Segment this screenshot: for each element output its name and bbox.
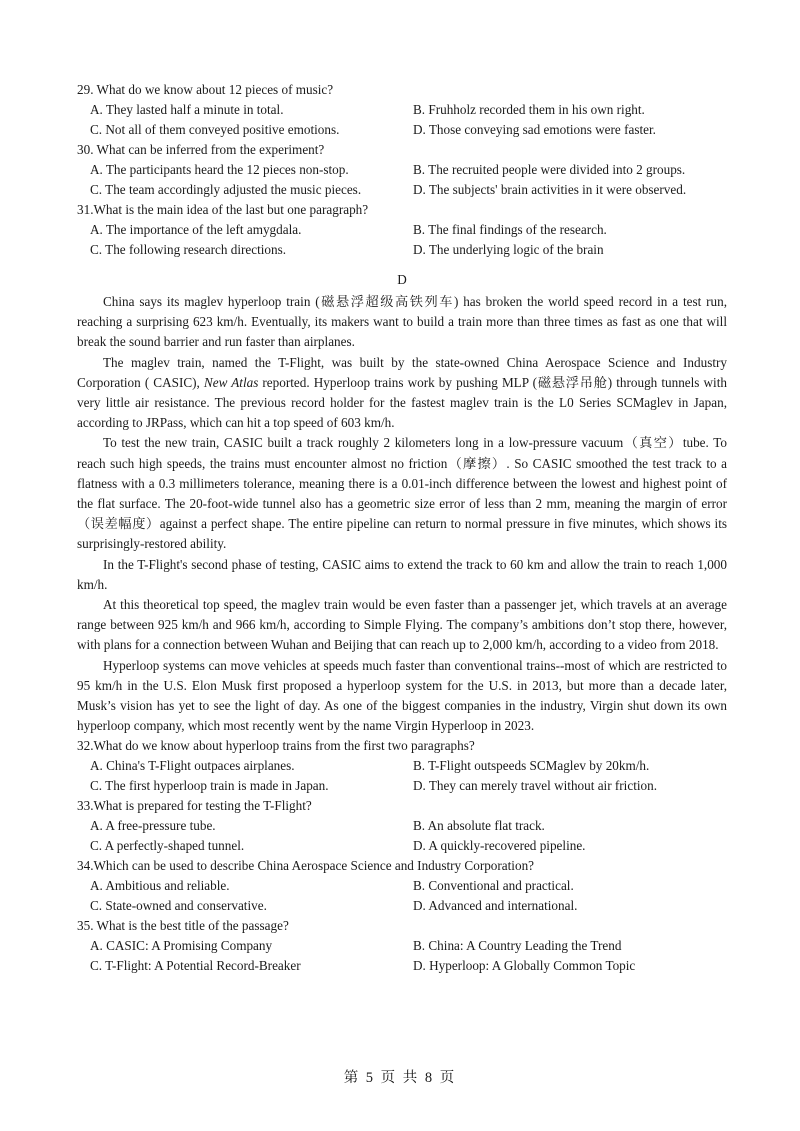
passage-letter: D <box>397 272 407 287</box>
question-stem: 35. What is the best title of the passage? <box>77 918 289 934</box>
option-c: C. The team accordingly adjusted the music pieces. <box>90 182 362 197</box>
question-stem: 29. What do we know about 12 pieces of music? <box>77 82 334 97</box>
option-a: A. The participants heard the 12 pieces non-stop. <box>90 162 349 177</box>
option-d: D. Hyperloop: A Globally Common Topic <box>413 958 636 974</box>
option-c: C. Not all of them conveyed positive emotions. <box>90 122 340 137</box>
paragraph-3: To test the new train, CASIC built a track roughly 2 kilometers long in a low-pressure vacuum（真空）tube. To reach such high speeds, the trains must encounter almost no friction（摩擦）. So CASIC smoothed the test track to a flatness with a 0.3 millimeters tolerance, meaning there is a 0.01-inch difference between the lowest and highest point of the flat surface. The 20-foot-wide tunnel also has a geometric size error of less than 2 mm, meaning the margin of error （误差幅度）against a perfect shape. The entire pipeline can return to normal pressure in five minutes, which shows its surprisingly-restored ability. <box>77 435 727 552</box>
option-d: D. A quickly-recovered pipeline. <box>413 838 586 854</box>
question-stem: 31.What is the main idea of the last but one paragraph? <box>77 202 369 217</box>
paragraph-5: At this theoretical top speed, the maglev train would be even faster than a passenger jet, which travels at an average range between 925 km/h and 966 km/h, according to Simple Flying. The company’s ambitions don’t stop there, however, with plans for a connection between Wuhan and Beijing that can reach up to 2,000 km/h, according to a video from 2018. <box>77 597 727 653</box>
option-d: D. Those conveying sad emotions were faster. <box>413 122 656 137</box>
option-b: B. China: A Country Leading the Trend <box>413 938 622 954</box>
option-c: C. State-owned and conservative. <box>90 898 267 914</box>
option-a: A. CASIC: A Promising Company <box>90 938 273 954</box>
option-a: A. The importance of the left amygdala. <box>90 222 302 237</box>
option-d: D. They can merely travel without air friction. <box>413 778 658 794</box>
option-c: C. The first hyperloop train is made in Japan. <box>90 778 329 794</box>
option-a: A. They lasted half a minute in total. <box>90 102 284 117</box>
option-a: A. China's T-Flight outpaces airplanes. <box>90 758 295 774</box>
exam-page <box>77 80 727 976</box>
question-group-2 <box>77 736 727 976</box>
option-b: B. Conventional and practical. <box>413 878 574 894</box>
paragraph-1: China says its maglev hyperloop train (磁悬浮超级高铁列车) has broken the world speed record in a test run, reaching a surprising 623 km/h. Eventually, its makers want to build a train more than three times as fast as one that will break the sound barrier and run faster than airplanes. <box>77 294 727 350</box>
option-a: A. A free-pressure tube. <box>90 818 216 834</box>
option-d: D. Advanced and international. <box>413 898 578 914</box>
question-29 <box>77 80 727 140</box>
paragraph-6: Hyperloop systems can move vehicles at speeds much faster than conventional trains--most of which are restricted to 95 km/h in the U.S. Elon Musk first proposed a hyperloop system for the U.S. in 2013, but more than a decade later, Musk’s vision has yet to see the light of day. As one of the biggest companies in the industry, Virgin shut down its own hyperloop company, which most recently went by the name Virgin Hyperloop in 2023. <box>77 657 727 734</box>
option-c: C. The following research directions. <box>90 242 287 257</box>
paragraph-2 <box>77 353 727 434</box>
question-30 <box>77 140 727 200</box>
question-35 <box>77 916 727 976</box>
paragraph-2-part-1: The maglev train, named the T-Flight, was built by the state-owned China Aerospace Science and Industry Corporation ( CASIC), <box>77 354 727 390</box>
option-b: B. The recruited people were divided into 2 groups. <box>413 162 686 177</box>
question-32 <box>77 736 727 796</box>
source-name: New Atlas <box>203 374 259 390</box>
question-34 <box>77 856 727 916</box>
question-33 <box>77 796 727 856</box>
question-31 <box>77 200 727 260</box>
option-a: A. Ambitious and reliable. <box>90 878 230 894</box>
option-b: B. An absolute flat track. <box>413 818 545 834</box>
question-stem: 30. What can be inferred from the experiment? <box>77 142 325 157</box>
page-number: 第 5 页 共 8 页 <box>343 1070 457 1086</box>
option-c: C. T-Flight: A Potential Record-Breaker <box>90 958 301 974</box>
question-stem: 32.What do we know about hyperloop trains from the first two paragraphs? <box>77 738 475 754</box>
passage-body <box>77 292 727 736</box>
option-b: B. T-Flight outspeeds SCMaglev by 20km/h. <box>413 758 650 774</box>
question-stem: 33.What is prepared for testing the T-Flight? <box>77 798 312 814</box>
option-d: D. The subjects' brain activities in it were observed. <box>413 182 687 197</box>
option-d: D. The underlying logic of the brain <box>413 242 604 257</box>
question-stem: 34.Which can be used to describe China Aerospace Science and Industry Corporation? <box>77 858 535 874</box>
paragraph-2-part-2: reported. Hyperloop trains work by pushing MLP (磁悬浮吊舱) through tunnels with very little air resistance. The previous record holder for the fastest maglev train is the L0 Series SCMaglev in Japan, according to JRPass, which can hit a top speed of 603 km/h. <box>77 374 727 431</box>
option-c: C. A perfectly-shaped tunnel. <box>90 838 245 854</box>
paragraph-4: In the T-Flight's second phase of testing, CASIC aims to extend the track to 60 km and allow the train to reach 1,000 km/h. <box>77 556 727 592</box>
option-b: B. Fruhholz recorded them in his own right. <box>413 102 645 117</box>
question-group-1 <box>77 80 727 260</box>
option-b: B. The final findings of the research. <box>413 222 607 237</box>
